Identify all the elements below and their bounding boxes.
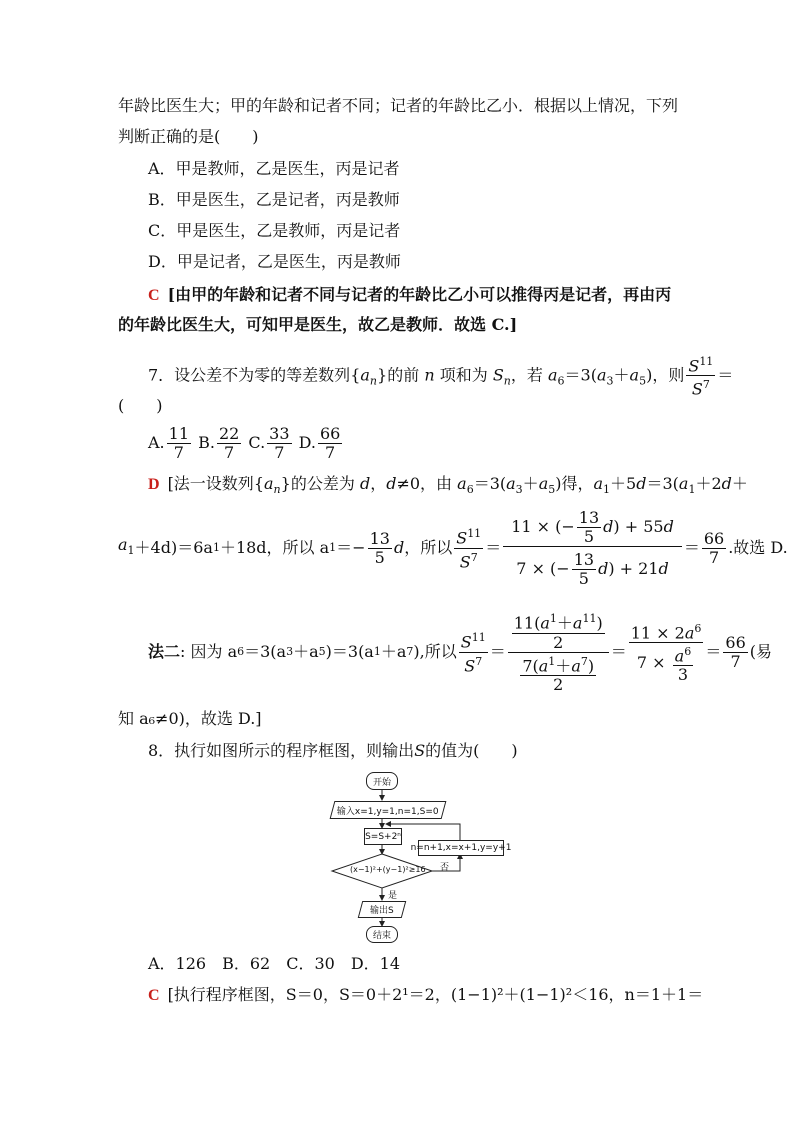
flow-output: 输出S bbox=[358, 901, 407, 918]
explanation-text: ＋4d)＝6a bbox=[134, 538, 213, 557]
explanation-text: ＝ bbox=[683, 538, 700, 557]
big-fraction: 11 × (− $\frac{13}{5}$ d) + 55d 7 × (− $\frac{13}{5}$ d) + 21d bbox=[503, 509, 682, 588]
explanation-text: ，所以 bbox=[404, 538, 453, 557]
fraction: $\frac{13}{5}$ bbox=[369, 528, 390, 567]
flowchart bbox=[320, 768, 510, 948]
answer-letter: C bbox=[148, 287, 160, 304]
q8-stem: 8．执行如图所示的程序框图，则输出S的值为( ) bbox=[148, 741, 518, 760]
flowchart-lines bbox=[320, 768, 510, 948]
option-label: C. bbox=[248, 433, 266, 452]
q6-explanation-cont: 的年龄比医生大，可知甲是医生，故乙是教师．故选 C.] bbox=[118, 315, 518, 334]
explanation-text: (易 bbox=[749, 642, 773, 661]
explanation-text: 的公差为 bbox=[290, 474, 355, 493]
explanation-text: ＝3(a bbox=[244, 642, 287, 661]
flow-assign: S=S+2ⁿ bbox=[364, 828, 402, 845]
explanation-text: : 因为 a bbox=[180, 642, 238, 661]
q7-stem: 7．设公差不为零的等差数列$\{a_n\}$的前 n 项和为 $S_n$，若 $a_6=3(a_3+a_5)$，则 $\frac{S^{11}}{S^7}$ ＝ bbox=[148, 355, 734, 399]
stem-text: 的前 bbox=[387, 365, 420, 385]
fraction: $\frac{33}{7}$ bbox=[269, 424, 290, 462]
fraction: $\frac{66}{7}$ bbox=[725, 632, 746, 671]
stem-text: 8．执行如图所示的程序框图，则输出 bbox=[148, 741, 415, 760]
q7-method2: 法二 : 因为 a 6 ＝3(a 3 ＋a 5 )＝3(a 1 ＋a 7 ),所以 $\frac{S^{11}}{S^7}$ ＝ $\frac{\frac{11(a^1+a^{11})}{2}}{\frac{7(a^1+a^7)}{2}}$ ＝ $11 \times 2a^6$ 7 × $\frac{a^6}{3}$ ＝ $\frac{66}{7}$ (易 bbox=[148, 612, 773, 694]
stem-text: )，则 bbox=[646, 365, 685, 385]
explanation-text: )＝3(a bbox=[325, 642, 374, 661]
explanation-text: ＝3( bbox=[646, 474, 679, 493]
q8-explanation bbox=[148, 985, 703, 1006]
explanation-text: ＝− bbox=[336, 538, 366, 557]
q8-options: A．126 B．62 C．30 D．14 bbox=[148, 954, 401, 973]
flow-no-label: 否 bbox=[440, 863, 450, 873]
option-c: C．甲是医生，乙是教师，丙是记者 bbox=[148, 221, 401, 240]
option-label: D. bbox=[298, 433, 316, 452]
fraction: $\frac{66}{7}$ bbox=[319, 424, 341, 462]
q7-method1: D [法一设数列$\{a_n\}$的公差为 d，d≠0，由 $a_6=3(a_3+a_5)$得，$a_1+5d=3(a_1+2d+$ bbox=[148, 474, 748, 497]
flow-end: 结束 bbox=[366, 926, 398, 943]
q6-explanation bbox=[148, 285, 671, 306]
big-fraction: $\frac{\frac{11(a^1+a^{11})}{2}}{\frac{7(a^1+a^7)}{2}}$ bbox=[508, 610, 609, 694]
explanation-text: [由甲的年龄和记者不同与记者的年龄比乙小可以推得丙是记者，再由丙 bbox=[167, 285, 672, 304]
fraction: $\frac{S^{11}}{S^7}$ bbox=[460, 631, 486, 675]
explanation-text: ≠0，由 bbox=[396, 474, 453, 493]
flow-input: 输入x=1,y=1,n=1,S=0 bbox=[330, 801, 447, 819]
explanation-text: 得， bbox=[561, 474, 594, 493]
q7-options bbox=[148, 425, 344, 462]
answer-letter: C bbox=[148, 987, 160, 1004]
option-label: B. bbox=[198, 433, 215, 452]
fraction: $\frac{11}{7}$ bbox=[168, 424, 189, 462]
stem-text: ，若 bbox=[510, 365, 543, 385]
fraction: $\frac{22}{7}$ bbox=[218, 424, 240, 462]
stem-text: 项和为 bbox=[439, 365, 488, 385]
stem-text: 7．设公差不为零的等差数列 bbox=[148, 365, 351, 385]
explanation-text: ， bbox=[370, 474, 387, 493]
option-b: B．甲是医生，乙是记者，丙是教师 bbox=[148, 190, 400, 209]
flow-condition: (x−1)²+(y−1)²≥16 bbox=[350, 865, 426, 874]
method-label: 法二 bbox=[148, 642, 181, 661]
explanation-text: ＋18d，所以 a bbox=[219, 538, 330, 557]
flow-update: n=n+1,x=x+1,y=y+1 bbox=[418, 840, 504, 856]
explanation-text: .故选 D. bbox=[728, 538, 788, 557]
q7-method1-line2: $a_1$ ＋4d)＝6a 1 ＋18d，所以 a 1 ＝− $\frac{13}{5}$ d ，所以 $\frac{S^{11}}{S^7}$ ＝ 11 × (− $\frac{13}{5}$ d) + 55d 7 × (− $\frac{13}{5}$ d) + 21d ＝ $\frac{66}{7}$ .故选 D. bbox=[118, 507, 788, 588]
option-label: A. bbox=[148, 433, 165, 452]
fraction: $\frac{S^{11}}{S^7}$ bbox=[688, 355, 714, 399]
stem-text: 的值为( ) bbox=[425, 741, 518, 760]
explanation-text: ＝ bbox=[485, 538, 502, 557]
stem-text: ＝3( bbox=[564, 365, 597, 385]
q7-method2-cont: 知 a₆≠0)，故选 D.] bbox=[118, 709, 262, 728]
option-d: D．甲是记者，乙是医生，丙是教师 bbox=[148, 252, 401, 271]
q7-blank: ( ) bbox=[118, 396, 163, 415]
text-line: 判断正确的是( ) bbox=[118, 127, 259, 146]
explanation-text: ＋a bbox=[293, 642, 319, 661]
fraction: $\frac{S^{11}}{S^7}$ bbox=[456, 527, 482, 571]
fraction: $\frac{66}{7}$ bbox=[703, 528, 725, 567]
fraction: $11 \times 2a^6$ 7 × $\frac{a^6}{3}$ bbox=[630, 621, 702, 685]
stem-text: ＋ bbox=[613, 365, 630, 385]
text-line: 年龄比医生大；甲的年龄和记者不同；记者的年龄比乙小．根据以上情况，下列 bbox=[118, 96, 679, 115]
flow-start: 开始 bbox=[366, 772, 398, 790]
stem-text: ＝ bbox=[717, 365, 734, 385]
explanation-text: [法一设数列 bbox=[167, 474, 254, 493]
answer-letter: D bbox=[148, 476, 160, 493]
flow-yes-label: 是 bbox=[388, 891, 398, 901]
option-a: A．甲是教师，乙是医生，丙是记者 bbox=[148, 159, 400, 178]
explanation-text: ＋a bbox=[380, 642, 407, 661]
explanation-text: ),所以 bbox=[413, 642, 457, 661]
explanation-text: [执行程序框图，S＝0，S＝0＋2¹＝2，(1−1)²＋(1−1)²＜16，n＝1＋1＝ bbox=[167, 985, 704, 1004]
